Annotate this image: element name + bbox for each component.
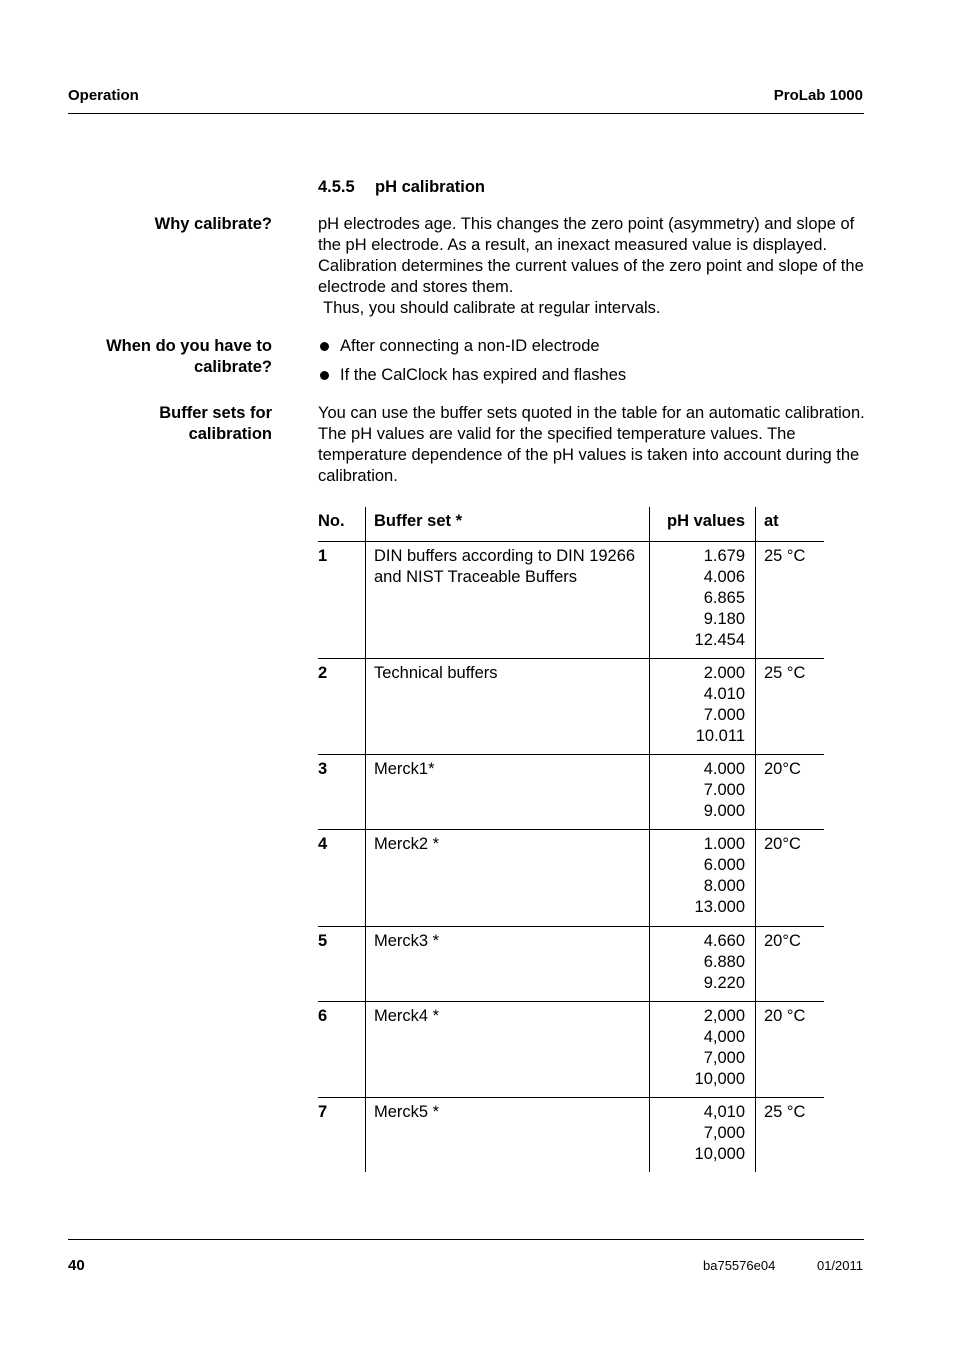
table-body [318,541,824,1172]
when-list [318,336,866,394]
when-label-line2: calibrate? [194,358,272,376]
cell-buffer-set: Merck4 * [366,1001,650,1097]
cell-temperature: 25 °C [756,658,825,754]
cell-temperature: 25 °C [756,1097,825,1172]
ph-value: 4.006 [703,567,745,586]
buffer-sets-label-line1: Buffer sets for [159,404,272,422]
section-number: 4.5.5 [318,178,355,196]
cell-no: 1 [318,541,366,658]
header-no: No. [318,507,366,541]
ph-value: 9.000 [703,801,745,820]
list-item: If the CalClock has expired and flashes [318,365,866,394]
ph-value: 6.880 [703,952,745,971]
ph-value: 4,010 [703,1102,745,1121]
ph-value: 4,000 [703,1027,745,1046]
table-row [318,1097,824,1172]
table-row [318,754,824,829]
why-paragraph [318,214,866,319]
table-row [318,926,824,1001]
cell-temperature: 20°C [756,754,825,829]
ph-value: 13.000 [694,897,745,916]
cell-buffer-set: Technical buffers [366,658,650,754]
ph-value: 1.000 [703,834,745,853]
cell-ph-values [650,926,756,1001]
ph-value: 6.000 [703,855,745,874]
when-label-line1: When do you have to [106,337,272,355]
cell-no: 7 [318,1102,328,1121]
cell-ph-values [650,754,756,829]
table-row [318,541,824,658]
cell-ph-values [650,1097,756,1172]
cell-temperature: 20°C [756,926,825,1001]
when-list-container [318,336,866,394]
cell-no: 6 [318,1001,366,1097]
table-row [318,829,824,926]
cell-no: 5 [318,926,366,1001]
why-label: Why calibrate? [154,215,272,233]
buffer-sets-table [318,507,824,1172]
cell-no: 2 [318,658,366,754]
cell-temperature: 20 °C [756,1001,825,1097]
cell-buffer-set: Merck5 * [366,1097,650,1172]
ph-value: 1.679 [703,546,745,565]
cell-buffer-set: Merck2 * [366,829,650,926]
table-row [318,658,824,754]
cell-ph-values [650,1001,756,1097]
ph-value: 12.454 [694,630,745,649]
ph-value: 2,000 [703,1006,745,1025]
ph-value: 9.220 [703,973,745,992]
when-label [60,336,272,378]
buffer-sets-text: You can use the buffer sets quoted in the table for an automatic calibration. The pH values are valid for the specified temperature values. The temperature dependence of the pH values is taken into account during the calibration. [318,404,865,485]
ph-value: 7.000 [703,780,745,799]
ph-value: 8.000 [703,876,745,895]
why-text-2: Thus, you should calibrate at regular intervals. [323,299,661,317]
header-left: Operation [68,87,139,104]
section-heading [318,178,485,197]
buffer-sets-label [60,403,272,445]
why-text: pH electrodes age. This changes the zero point (asymmetry) and slope of the pH electrode. As a result, an inexact measured value is displayed. Calibration determines the current values of the zero point and slope of the electrode and stores them. [318,215,864,296]
footer-rule [68,1239,864,1240]
cell-ph-values [650,658,756,754]
ph-value: 2.000 [703,663,745,682]
table-header-row [318,507,824,541]
header-rule [68,113,864,114]
ph-value: 10,000 [694,1144,745,1163]
cell-no: 3 [318,754,366,829]
document-date: 01/2011 [816,1258,863,1273]
cell-buffer-set: Merck1* [366,754,650,829]
cell-temperature: 25 °C [756,541,825,658]
table-row [318,1001,824,1097]
ph-value: 10.011 [695,726,745,745]
ph-value: 7,000 [703,1048,745,1067]
header-buffer-set: Buffer set * [366,507,650,541]
ph-value: 7,000 [703,1123,745,1142]
ph-value: 10,000 [694,1069,745,1088]
header-ph-values: pH values [650,507,756,541]
header-at: at [756,507,825,541]
header-right: ProLab 1000 [773,87,863,104]
page-number: 40 [68,1257,85,1274]
section-title: pH calibration [375,178,486,196]
cell-ph-values [650,829,756,926]
ph-value: 9.180 [703,609,745,628]
buffer-sets-label-line2: calibration [188,425,272,443]
ph-value: 6.865 [703,588,745,607]
document-id: ba75576e04 [703,1258,776,1273]
ph-value: 7.000 [703,705,745,724]
ph-value: 4.010 [703,684,745,703]
cell-buffer-set: Merck3 * [366,926,650,1001]
cell-no: 4 [318,829,366,926]
ph-value: 4.000 [703,759,745,778]
cell-ph-values [650,541,756,658]
cell-temperature: 20°C [756,829,825,926]
ph-value: 4.660 [703,931,745,950]
list-item: After connecting a non-ID electrode [318,336,866,365]
cell-buffer-set: DIN buffers according to DIN 19266 and NIST Traceable Buffers [366,541,650,658]
